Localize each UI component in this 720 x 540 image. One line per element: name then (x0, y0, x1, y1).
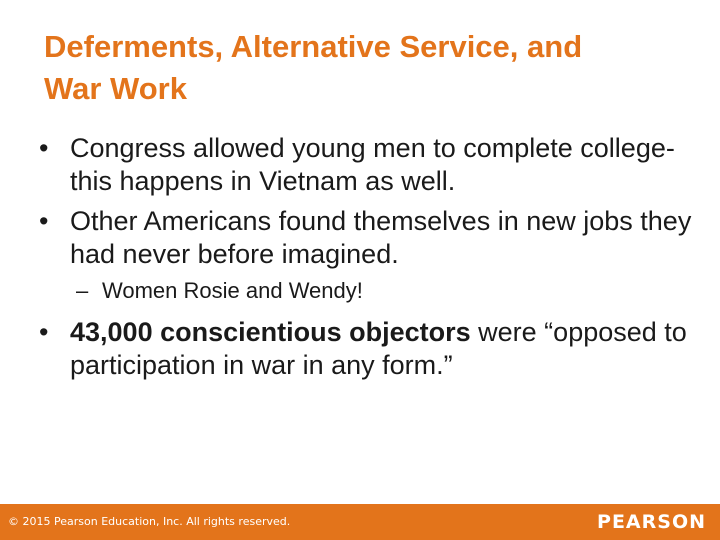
slide-title (44, 26, 684, 110)
copyright-notice: © 2015 Pearson Education, Inc. All rights reserved. (8, 515, 291, 528)
pearson-logo: PEARSON (597, 511, 706, 533)
footer-bar (0, 504, 720, 540)
slide-title-line-1: Deferments, Alternative Service, and (44, 29, 583, 64)
bullet-objectors-bold: 43,000 conscientious objectors (70, 317, 471, 347)
bullet-congress: • Congress allowed young men to complete college-this happens in Vietnam as well. (36, 132, 696, 198)
bullet-objectors-rest: were “opposed to participation in war in any form.” (70, 317, 687, 380)
slide-title-line-2: War Work (44, 71, 187, 106)
bullet-conscientious-objectors (36, 316, 696, 382)
bullet-other-americans: • Other Americans found themselves in new jobs they had never before imagined. (36, 205, 696, 271)
sub-bullet-rosie-wendy: – Women Rosie and Wendy! (76, 277, 696, 305)
bullet-list (36, 132, 696, 382)
